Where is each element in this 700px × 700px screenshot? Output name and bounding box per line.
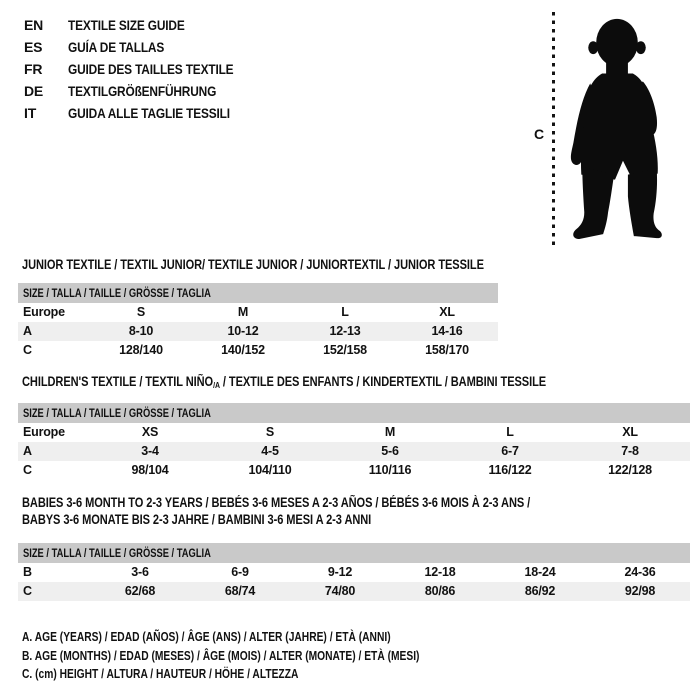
- size-cell: S: [265, 425, 275, 439]
- height-measure-label: C: [534, 126, 545, 142]
- height-cell: 68/74: [224, 584, 256, 598]
- age-cell: 6-7: [501, 444, 519, 458]
- height-cell: 80/86: [424, 584, 456, 598]
- months-cell: 6-9: [231, 565, 249, 579]
- language-row-en: [24, 14, 263, 36]
- measurement-legend: [22, 628, 507, 684]
- age-cell: 14-16: [431, 324, 463, 338]
- months-cell: 18-24: [524, 565, 556, 579]
- children-section-title: CHILDREN'S TEXTILE / TEXTIL $NIÑO_{/A}$ / TEXTILE DES ENFANTS / KINDERTEXTIL / BAMBINI TESSILE: [22, 374, 547, 390]
- babies-size-table: [18, 543, 690, 601]
- months-cell: 9-12: [327, 565, 353, 579]
- row-label: C: [23, 463, 32, 477]
- age-cell: 3-4: [141, 444, 159, 458]
- row-label: C: [23, 584, 32, 598]
- months-cell: 3-6: [131, 565, 149, 579]
- age-cell: 12-13: [329, 324, 361, 338]
- size-header-bar: SIZE / TALLA / TAILLE / GRÖSSE / TAGLIA: [18, 283, 498, 303]
- legend-line-a: A. AGE (YEARS) / EDAD (AÑOS) / ÂGE (ANS) / ALTER (JAHRE) / ETÀ (ANNI): [22, 630, 391, 644]
- months-cell: 24-36: [624, 565, 656, 579]
- height-cell: 116/122: [488, 463, 532, 477]
- height-cell: 122/128: [608, 463, 652, 477]
- row-label: C: [23, 343, 32, 357]
- language-code: ES: [24, 39, 43, 55]
- height-cell: 152/158: [323, 343, 367, 357]
- language-row-es: [24, 36, 263, 58]
- height-cell: 98/104: [131, 463, 169, 477]
- size-header-bar: SIZE / TALLA / TAILLE / GRÖSSE / TAGLIA: [18, 403, 690, 423]
- height-cell: 110/116: [368, 463, 412, 477]
- size-cell: XS: [141, 425, 159, 439]
- table-row-europe: [18, 423, 690, 442]
- junior-size-table: [18, 283, 498, 360]
- table-row-age: [18, 442, 690, 461]
- row-label: A: [23, 444, 32, 458]
- children-size-table: [18, 403, 690, 480]
- table-row-age: [18, 322, 498, 341]
- row-label: A: [23, 324, 32, 338]
- size-cell: S: [136, 305, 146, 319]
- height-cell: 74/80: [324, 584, 356, 598]
- age-cell: 7-8: [621, 444, 639, 458]
- table-row-height: [18, 582, 690, 601]
- language-code: DE: [24, 83, 44, 99]
- size-cell: XL: [622, 425, 638, 439]
- size-cell: XL: [439, 305, 455, 319]
- language-code: FR: [24, 61, 43, 77]
- age-cell: 8-10: [128, 324, 154, 338]
- measurement-figure: [530, 8, 696, 250]
- age-cell: 4-5: [261, 444, 279, 458]
- row-label: Europe: [23, 305, 65, 319]
- language-title: GUIDA ALLE TAGLIE TESSILI: [68, 105, 230, 121]
- table-row-months: [18, 563, 690, 582]
- height-cell: 158/170: [425, 343, 469, 357]
- row-label: Europe: [23, 425, 65, 439]
- height-cell: 140/152: [221, 343, 265, 357]
- language-title: TEXTILGRÖßENFÜHRUNG: [68, 83, 217, 99]
- size-cell: L: [506, 425, 514, 439]
- title-subscript: /A: [213, 380, 220, 390]
- table-row-height: [18, 341, 498, 360]
- table-row-europe: [18, 303, 498, 322]
- height-cell: 92/98: [624, 584, 656, 598]
- height-cell: 86/92: [524, 584, 556, 598]
- height-cell: 62/68: [124, 584, 156, 598]
- language-title-list: [24, 14, 263, 124]
- size-cell: M: [384, 425, 396, 439]
- size-cell: L: [341, 305, 349, 319]
- age-cell: 10-12: [227, 324, 259, 338]
- months-cell: 12-18: [424, 565, 456, 579]
- language-row-de: [24, 80, 263, 102]
- legend-line-c: C. (cm) HEIGHT / ALTURA / HAUTEUR / HÖHE / ALTEZZA: [22, 667, 299, 681]
- language-code: EN: [24, 17, 44, 33]
- table-row-height: [18, 461, 690, 480]
- height-measure-dotted-line: [552, 12, 555, 248]
- row-label: B: [23, 565, 32, 579]
- language-row-it: [24, 102, 263, 124]
- legend-line-b: B. AGE (MONTHS) / EDAD (MESES) / ÂGE (MOIS) / ALTER (MONATE) / ETÀ (MESI): [22, 648, 420, 663]
- toddler-silhouette-icon: [566, 10, 670, 246]
- babies-section-title: BABIES 3-6 MONTH TO 2-3 YEARS / BEBÉS 3-6 MESES A 2-3 AÑOS / BÉBÉS 3-6 MOIS À 2-3 ANS / BABYS 3-6 MONATE BIS 2-3 JAHRE / BAMBINI 3-6 MESI A 2-3 ANNI: [22, 495, 531, 527]
- height-cell: 104/110: [248, 463, 292, 477]
- language-title: TEXTILE SIZE GUIDE: [68, 17, 185, 33]
- language-title: GUIDE DES TAILLES TEXTILE: [68, 61, 234, 77]
- junior-section-title: JUNIOR TEXTILE / TEXTIL JUNIOR/ TEXTILE JUNIOR / JUNIORTEXTIL / JUNIOR TESSILE: [22, 257, 484, 272]
- size-cell: M: [237, 305, 249, 319]
- size-header-bar: SIZE / TALLA / TAILLE / GRÖSSE / TAGLIA: [18, 543, 690, 563]
- language-title: GUÍA DE TALLAS: [68, 39, 165, 55]
- language-row-fr: [24, 58, 263, 80]
- height-cell: 128/140: [119, 343, 163, 357]
- language-code: IT: [24, 105, 37, 121]
- age-cell: 5-6: [381, 444, 399, 458]
